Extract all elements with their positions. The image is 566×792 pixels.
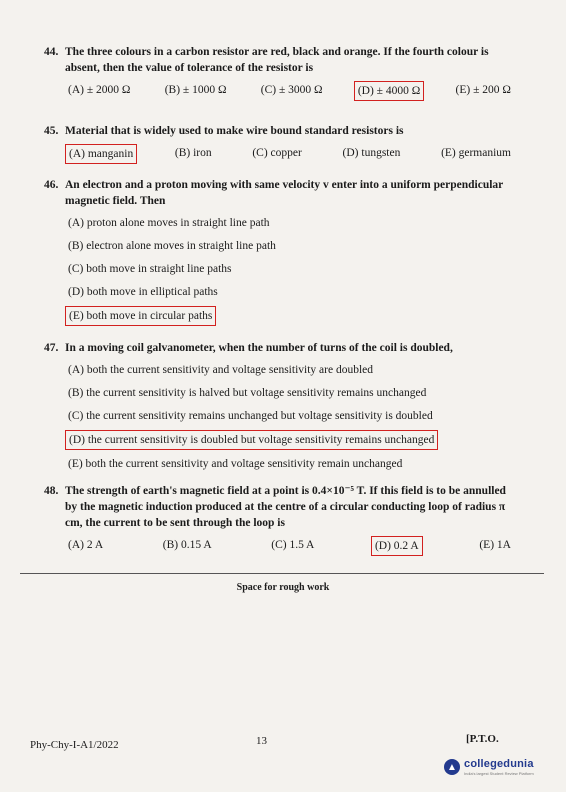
watermark-tagline: India's largest Student Review Platform bbox=[464, 771, 534, 776]
question-number: 45. bbox=[44, 125, 59, 137]
option-a[interactable]: (A) 2 A bbox=[68, 539, 104, 551]
options bbox=[44, 214, 514, 326]
watermark-logo bbox=[444, 758, 534, 776]
question-47 bbox=[44, 340, 514, 473]
option-b[interactable]: (B) iron bbox=[174, 147, 212, 159]
option-c[interactable]: (C) the current sensitivity remains unchanged but voltage sensitivity is doubled bbox=[68, 410, 433, 422]
divider-line bbox=[20, 573, 544, 574]
option-e-marked-answer[interactable]: (E) both move in circular paths bbox=[65, 306, 216, 326]
question-text: An electron and a proton moving with same velocity v enter into a uniform perpendicular magnetic field. Then bbox=[65, 179, 504, 207]
option-c[interactable]: (C) ± 3000 Ω bbox=[260, 84, 323, 96]
options bbox=[44, 144, 514, 164]
option-b[interactable]: (B) the current sensitivity is halved but voltage sensitivity remains unchanged bbox=[68, 387, 427, 399]
option-e[interactable]: (E) 1A bbox=[479, 539, 511, 551]
option-d[interactable]: (D) both move in elliptical paths bbox=[68, 286, 218, 298]
option-e[interactable]: (E) both the current sensitivity and voltage sensitivity remain unchanged bbox=[68, 458, 403, 470]
option-d-marked-answer[interactable]: (D) the current sensitivity is doubled but voltage sensitivity remains unchanged bbox=[65, 430, 438, 450]
graduation-cap-icon: ▲ bbox=[444, 759, 460, 775]
option-d[interactable]: (D) tungsten bbox=[342, 147, 401, 159]
question-number: 48. bbox=[44, 485, 59, 497]
question-48 bbox=[44, 483, 514, 556]
option-c[interactable]: (C) 1.5 A bbox=[271, 539, 315, 551]
question-text: In a moving coil galvanometer, when the number of turns of the coil is doubled, bbox=[65, 342, 453, 354]
question-number: 46. bbox=[44, 179, 59, 191]
options bbox=[44, 81, 514, 101]
rough-work-label: Space for rough work bbox=[236, 582, 330, 593]
question-number: 47. bbox=[44, 342, 59, 354]
question-text: Material that is widely used to make wire bound standard resistors is bbox=[65, 125, 404, 137]
option-b[interactable]: (B) 0.15 A bbox=[162, 539, 212, 551]
option-e[interactable]: (E) ± 200 Ω bbox=[455, 84, 511, 96]
pto-label: [P.T.O. bbox=[466, 733, 499, 745]
options bbox=[44, 536, 514, 556]
watermark-name: collegedunia bbox=[464, 758, 534, 770]
option-c[interactable]: (C) copper bbox=[252, 147, 302, 159]
option-b[interactable]: (B) electron alone moves in straight line path bbox=[68, 240, 276, 252]
question-45 bbox=[44, 123, 514, 164]
option-b[interactable]: (B) ± 1000 Ω bbox=[164, 84, 227, 96]
question-46 bbox=[44, 177, 514, 326]
question-number: 44. bbox=[44, 46, 59, 58]
question-text: The three colours in a carbon resistor are red, black and orange. If the fourth colour is absent, then the value of tolerance of the resistor is bbox=[65, 46, 489, 74]
option-a[interactable]: (A) both the current sensitivity and voltage sensitivity are doubled bbox=[68, 364, 373, 376]
option-a-marked-answer[interactable]: (A) manganin bbox=[65, 144, 137, 164]
option-d-marked-answer[interactable]: (D) 0.2 A bbox=[371, 536, 423, 556]
option-a[interactable]: (A) proton alone moves in straight line path bbox=[68, 217, 270, 229]
options bbox=[44, 361, 514, 473]
option-c[interactable]: (C) both move in straight line paths bbox=[68, 263, 232, 275]
option-a[interactable]: (A) ± 2000 Ω bbox=[68, 84, 131, 96]
option-e[interactable]: (E) germanium bbox=[441, 147, 511, 159]
question-text: The strength of earth's magnetic field at a point is 0.4×10⁻⁵ T. If this field is to be annulled by the magnetic induction produced at the centre of a circular conducting loop of radius π cm, the current to be sent through the loop is bbox=[65, 485, 506, 529]
page-number: 13 bbox=[256, 735, 267, 747]
option-d-marked-answer[interactable]: (D) ± 4000 Ω bbox=[354, 81, 424, 101]
question-44 bbox=[44, 44, 514, 101]
paper-code: Phy-Chy-I-A1/2022 bbox=[30, 739, 119, 751]
